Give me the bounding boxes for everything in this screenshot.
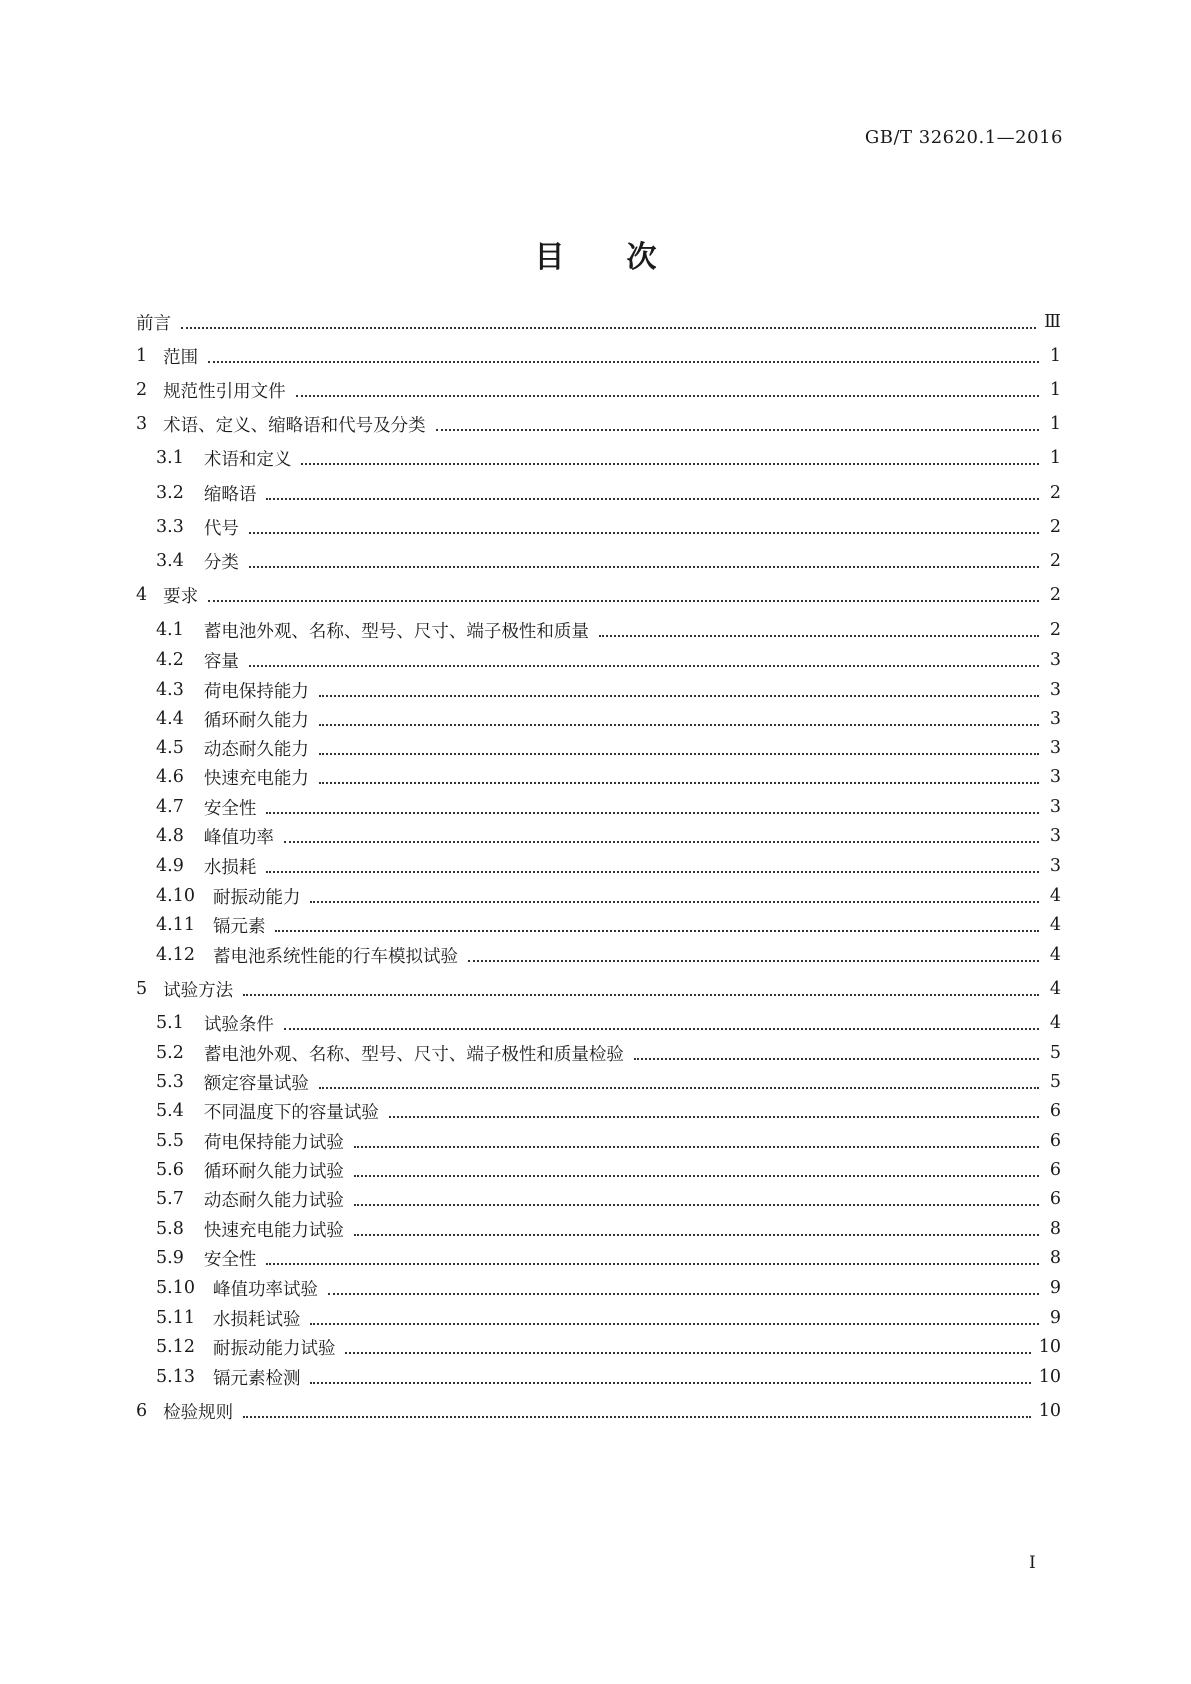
toc-entry-number: 5.12 [156,1337,195,1357]
toc-entry-number: 5.8 [156,1219,184,1239]
toc-entry-page: 10 [1038,1401,1061,1421]
toc-entry-number: 3 [136,414,148,434]
toc-entry-number: 5.4 [156,1101,184,1121]
toc-entry-label: 水损耗试验 [212,1309,301,1330]
toc-entry[interactable] [156,1334,1061,1360]
toc-entry[interactable] [156,1275,1061,1301]
toc-entry-page: 5 [1049,1072,1061,1092]
toc-entry-label: 试验方法 [163,980,234,1001]
toc-entry[interactable] [156,764,1061,790]
toc-entry-number: 3.4 [156,551,184,571]
toc-entry-label: 试验条件 [203,1014,274,1035]
toc-entry[interactable] [156,1186,1061,1212]
toc-entry-page: 1 [1049,414,1061,434]
dot-leader [354,1175,1039,1177]
dot-leader [296,395,1039,397]
dot-leader [599,635,1039,637]
toc-entry-number: 5.5 [156,1131,184,1151]
toc-entry-page: 1 [1049,448,1061,468]
toc-entry[interactable] [136,1398,1061,1424]
toc-entry-label: 快速充电能力试验 [203,1220,344,1241]
dot-leader [436,429,1039,431]
toc-entry-number: 5.10 [156,1278,195,1298]
toc-entry-label: 缩略语 [203,484,257,505]
toc-entry-number: 4.7 [156,797,184,817]
toc-entry-page: 6 [1049,1160,1061,1180]
toc-entry-number: 4.6 [156,767,184,787]
dot-leader [319,782,1039,784]
toc-entry[interactable] [156,794,1061,820]
toc-entry-number: 4.10 [156,886,195,906]
toc-entry-label: 术语、定义、缩略语和代号及分类 [163,415,426,436]
toc-entry-label: 荷电保持能力 [203,681,309,702]
toc-entry[interactable] [156,1305,1061,1331]
toc-entry-number: 4.4 [156,709,184,729]
dot-leader [319,724,1039,726]
dot-leader [275,930,1039,932]
footer-page-number: I [1029,1553,1036,1573]
toc-entry-number: 6 [136,1401,148,1421]
toc-entry-number: 4.12 [156,945,195,965]
toc-entry[interactable] [156,1245,1061,1271]
toc-entry-page: 3 [1049,680,1061,700]
dot-leader [319,753,1039,755]
toc-entry[interactable] [156,677,1061,703]
toc-entry-number: 5.9 [156,1248,184,1268]
dot-leader [208,361,1039,363]
toc-entry-label: 范围 [163,347,199,368]
toc-entry-label: 耐振动能力 [212,887,301,908]
dot-leader [310,1323,1039,1325]
dot-leader [354,1146,1039,1148]
toc-entry-number: 2 [136,380,148,400]
toc-entry-page: 4 [1049,886,1061,906]
toc-entry-number: 4.9 [156,856,184,876]
toc-entry-label: 镉元素检测 [212,1368,301,1389]
toc-entry-number: 4.8 [156,826,184,846]
dot-leader [310,901,1039,903]
title-char-1: 目 [534,240,565,275]
toc-entry[interactable] [156,480,1061,506]
toc-entry[interactable] [156,445,1061,471]
toc-entry[interactable] [156,912,1061,938]
toc-entry-page: 4 [1049,1013,1061,1033]
toc-entry-page: 10 [1038,1367,1061,1387]
dot-leader [266,498,1039,500]
toc-entry-page: 4 [1049,945,1061,965]
dot-leader [389,1116,1039,1118]
toc-entry[interactable] [136,343,1061,369]
toc-entry-label: 峰值功率 [203,827,274,848]
toc-entry[interactable] [156,617,1061,643]
dot-leader [345,1352,1030,1354]
toc-entry-number: 5.7 [156,1189,184,1209]
dot-leader [310,1382,1030,1384]
toc-entry-label: 循环耐久能力试验 [203,1161,344,1182]
toc-entry[interactable] [156,548,1061,574]
toc-entry-label: 检验规则 [163,1402,234,1423]
toc-entry-label: 要求 [163,586,199,607]
toc-entry-page: 10 [1038,1337,1061,1357]
toc-entry-page: 3 [1049,826,1061,846]
toc-entry[interactable] [136,377,1061,403]
toc-entry-label: 术语和定义 [203,449,292,470]
title-char-2: 次 [626,240,657,275]
toc-entry-page: 8 [1049,1248,1061,1268]
dot-leader [243,1416,1031,1418]
toc-entry[interactable] [136,309,1061,335]
toc-entry[interactable] [156,647,1061,673]
toc-entry-number: 4.2 [156,650,184,670]
toc-entry-label: 水损耗 [203,857,257,878]
toc-entry-label: 耐振动能力试验 [212,1338,336,1359]
dot-leader [266,1263,1039,1265]
toc-entry-label: 循环耐久能力 [203,710,309,731]
toc-entry-number: 5.6 [156,1160,184,1180]
toc-entry-page: 2 [1049,585,1061,605]
toc-entry-page: 1 [1049,380,1061,400]
toc-entry-number: 5.13 [156,1367,195,1387]
toc-entry-page: 3 [1049,709,1061,729]
toc-entry-page: 3 [1049,767,1061,787]
toc-entry[interactable] [156,823,1061,849]
toc-entry-page: 8 [1049,1219,1061,1239]
toc-entry-page: Ⅲ [1044,312,1061,332]
toc-entry-page: 6 [1049,1189,1061,1209]
toc-entry-label: 蓄电池外观、名称、型号、尺寸、端子极性和质量检验 [203,1044,624,1065]
toc-entry-page: 5 [1049,1043,1061,1063]
toc-entry-page: 6 [1049,1101,1061,1121]
dot-leader [319,1087,1039,1089]
dot-leader [354,1234,1039,1236]
dot-leader [301,463,1039,465]
toc-entry[interactable] [156,514,1061,540]
toc-entry-number: 5.11 [156,1308,195,1328]
toc-entry-label: 峰值功率试验 [212,1279,318,1300]
toc-entry-page: 2 [1049,551,1061,571]
toc-entry[interactable] [156,853,1061,879]
toc-entry-page: 2 [1049,483,1061,503]
toc-entry[interactable] [156,942,1061,968]
dot-leader [284,841,1039,843]
toc-entry-number: 1 [136,346,148,366]
toc-entry-label: 蓄电池外观、名称、型号、尺寸、端子极性和质量 [203,621,589,642]
toc-entry-label: 安全性 [203,798,257,819]
toc-entry[interactable] [136,582,1061,608]
dot-leader [181,327,1036,329]
toc-entry[interactable] [156,1040,1061,1066]
toc-entry[interactable] [156,1157,1061,1183]
toc-entry-label: 容量 [203,651,239,672]
dot-leader [468,960,1039,962]
dot-leader [319,695,1039,697]
toc-entry-page: 2 [1049,517,1061,537]
toc-entry-number: 3.1 [156,448,184,468]
dot-leader [243,994,1039,996]
toc-entry-number: 4 [136,585,148,605]
toc-entry-page: 3 [1049,797,1061,817]
toc-entry-page: 3 [1049,738,1061,758]
dot-leader [249,532,1039,534]
toc-entry-page: 9 [1049,1278,1061,1298]
toc-entry-label: 分类 [203,552,239,573]
toc-entry[interactable] [156,735,1061,761]
toc-entry-label: 代号 [203,518,239,539]
toc-entry-number: 4.5 [156,738,184,758]
toc-entry-label: 不同温度下的容量试验 [203,1102,379,1123]
dot-leader [328,1293,1039,1295]
dot-leader [634,1058,1039,1060]
toc-entry-label: 蓄电池系统性能的行车模拟试验 [212,946,458,967]
toc-entry-number: 4.3 [156,680,184,700]
toc-entry[interactable] [156,883,1061,909]
toc-entry-number: 5.3 [156,1072,184,1092]
toc-entry-number: 4.1 [156,620,184,640]
toc-entry-page: 4 [1049,979,1061,999]
toc-entry-page: 2 [1049,620,1061,640]
toc-entry-label: 动态耐久能力 [203,739,309,760]
toc-entry[interactable] [136,411,1061,437]
toc-entry-label: 动态耐久能力试验 [203,1190,344,1211]
toc-entry[interactable] [156,706,1061,732]
toc-entry[interactable] [156,1128,1061,1154]
toc-entry-number: 5.1 [156,1013,184,1033]
toc-entry-page: 1 [1049,346,1061,366]
toc-entry[interactable] [156,1364,1061,1390]
toc-entry-number: 4.11 [156,915,195,935]
toc-entry[interactable] [156,1010,1061,1036]
toc-entry-label: 前言 [136,313,171,334]
toc-entry-number: 3.3 [156,517,184,537]
toc-entry[interactable] [156,1098,1061,1124]
toc-entry-page: 3 [1049,856,1061,876]
toc-entry-number: 5.2 [156,1043,184,1063]
toc-entry-label: 镉元素 [212,916,266,937]
dot-leader [249,566,1039,568]
standard-code: GB/T 32620.1—2016 [864,127,1063,148]
toc-entry-number: 5 [136,979,148,999]
toc-entry-label: 荷电保持能力试验 [203,1132,344,1153]
dot-leader [266,871,1039,873]
toc-entry-label: 快速充电能力 [203,768,309,789]
dot-leader [266,812,1039,814]
toc-entry-page: 3 [1049,650,1061,670]
toc-entry-number: 3.2 [156,483,184,503]
dot-leader [208,600,1039,602]
toc-entry[interactable] [136,976,1061,1002]
toc-entry-label: 规范性引用文件 [163,381,286,402]
dot-leader [284,1028,1039,1030]
toc-entry[interactable] [156,1216,1061,1242]
toc-entry[interactable] [156,1069,1061,1095]
toc-entry-page: 4 [1049,915,1061,935]
dot-leader [249,665,1039,667]
toc-entry-page: 9 [1049,1308,1061,1328]
toc-entry-page: 6 [1049,1131,1061,1151]
toc-entry-label: 安全性 [203,1249,257,1270]
dot-leader [354,1204,1039,1206]
toc-entry-label: 额定容量试验 [203,1073,309,1094]
